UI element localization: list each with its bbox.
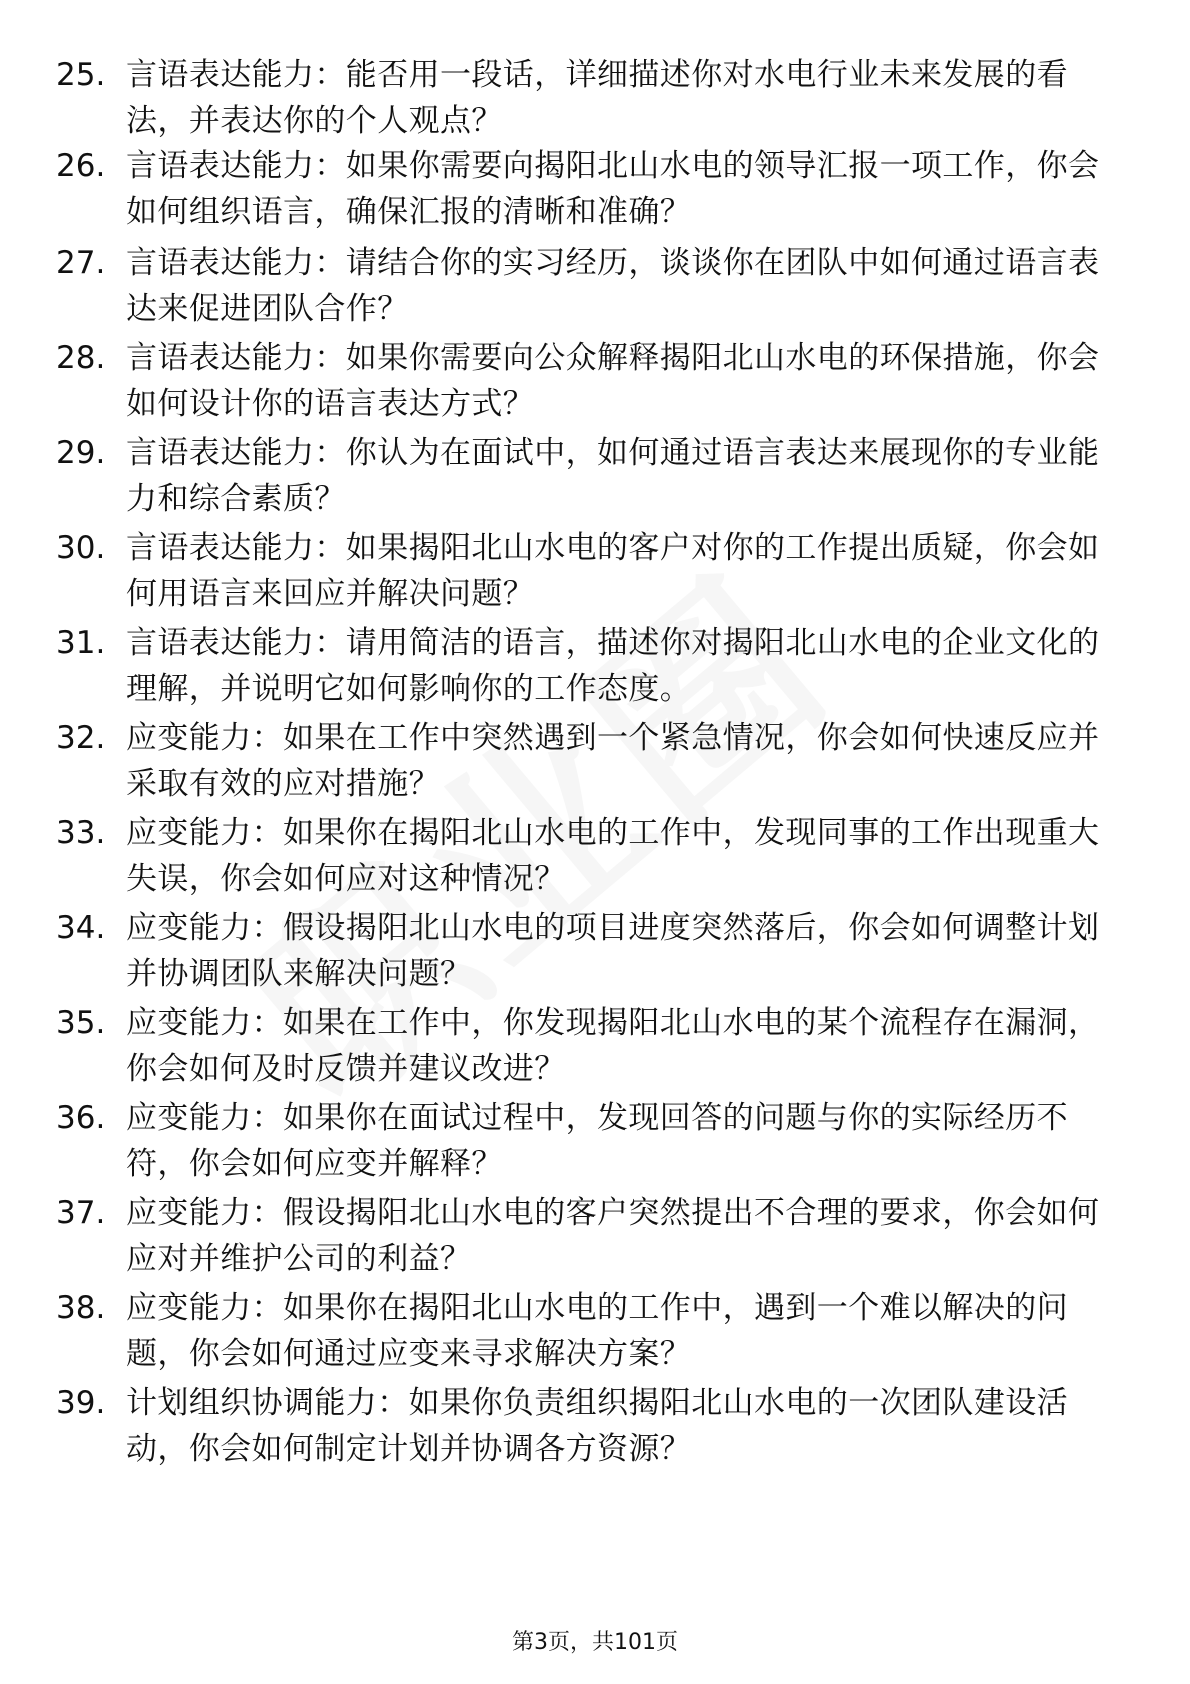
- question-number: 35.: [56, 1005, 106, 1041]
- question-item-30: [56, 525, 1116, 619]
- question-number: 27.: [56, 245, 106, 281]
- question-text: 应变能力：如果在工作中突然遇到一个紧急情况，你会如何快速反应并采取有效的应对措施？: [126, 720, 1100, 802]
- question-item-35: [56, 1000, 1116, 1094]
- question-text: 应变能力：假设揭阳北山水电的客户突然提出不合理的要求，你会如何应对并维护公司的利益？: [126, 1195, 1100, 1277]
- question-text: 应变能力：如果你在面试过程中，发现回答的问题与你的实际经历不符，你会如何应变并解释？: [126, 1100, 1068, 1182]
- question-item-32: [56, 715, 1116, 809]
- question-number: 38.: [56, 1290, 106, 1326]
- question-item-25: [56, 52, 1116, 146]
- question-number: 26.: [56, 148, 106, 184]
- question-item-27: [56, 240, 1116, 334]
- question-number: 34.: [56, 910, 106, 946]
- question-item-39: [56, 1380, 1116, 1474]
- question-number: 31.: [56, 625, 106, 661]
- question-item-37: [56, 1190, 1116, 1284]
- question-text: 言语表达能力：请结合你的实习经历，谈谈你在团队中如何通过语言表达来促进团队合作？: [126, 245, 1100, 327]
- question-number: 32.: [56, 720, 106, 756]
- question-number: 39.: [56, 1385, 106, 1421]
- question-text: 应变能力：假设揭阳北山水电的项目进度突然落后，你会如何调整计划并协调团队来解决问题？: [126, 910, 1100, 992]
- question-text: 言语表达能力：如果揭阳北山水电的客户对你的工作提出质疑，你会如何用语言来回应并解决问题？: [126, 530, 1100, 612]
- question-item-34: [56, 905, 1116, 999]
- page-footer: 第3页，共101页: [512, 1630, 678, 1655]
- question-text: 应变能力：如果你在揭阳北山水电的工作中，遇到一个难以解决的问题，你会如何通过应变来寻求解决方案？: [126, 1290, 1068, 1372]
- question-text: 言语表达能力：如果你需要向公众解释揭阳北山水电的环保措施，你会如何设计你的语言表达方式？: [126, 340, 1100, 422]
- question-number: 30.: [56, 530, 106, 566]
- question-number: 36.: [56, 1100, 106, 1136]
- question-item-26: [56, 143, 1116, 237]
- question-item-33: [56, 810, 1116, 904]
- question-text: 言语表达能力：能否用一段话，详细描述你对水电行业未来发展的看法，并表达你的个人观点？: [126, 57, 1068, 139]
- question-text: 应变能力：如果你在揭阳北山水电的工作中，发现同事的工作出现重大失误，你会如何应对这种情况？: [126, 815, 1100, 897]
- question-number: 25.: [56, 57, 106, 93]
- question-text: 计划组织协调能力：如果你负责组织揭阳北山水电的一次团队建设活动，你会如何制定计划并协调各方资源？: [126, 1385, 1068, 1467]
- question-number: 37.: [56, 1195, 106, 1231]
- question-item-38: [56, 1285, 1116, 1379]
- question-item-36: [56, 1095, 1116, 1189]
- question-item-31: [56, 620, 1116, 714]
- question-item-28: [56, 335, 1116, 429]
- question-number: 28.: [56, 340, 106, 376]
- question-number: 33.: [56, 815, 106, 851]
- question-text: 言语表达能力：如果你需要向揭阳北山水电的领导汇报一项工作，你会如何组织语言，确保汇报的清晰和准确？: [126, 148, 1100, 230]
- question-item-29: [56, 430, 1116, 524]
- question-number: 29.: [56, 435, 106, 471]
- question-text: 应变能力：如果在工作中，你发现揭阳北山水电的某个流程存在漏洞，你会如何及时反馈并建议改进？: [126, 1005, 1100, 1087]
- question-text: 言语表达能力：你认为在面试中，如何通过语言表达来展现你的专业能力和综合素质？: [126, 435, 1100, 517]
- question-text: 言语表达能力：请用简洁的语言，描述你对揭阳北山水电的企业文化的理解，并说明它如何影响你的工作态度。: [126, 625, 1100, 707]
